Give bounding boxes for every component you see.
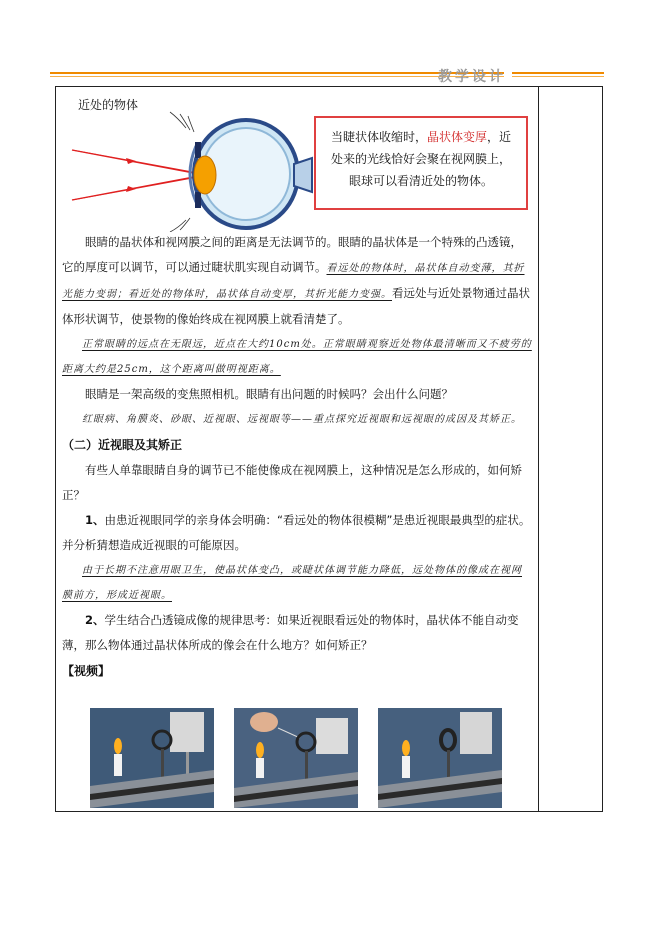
lens <box>194 156 216 194</box>
video-still-3 <box>378 708 502 808</box>
lesson-content <box>62 230 532 684</box>
diagram-title: 近处的物体 <box>78 98 139 112</box>
header-rule-right <box>512 66 604 86</box>
callout-highlight: 晶状体变厚 <box>426 130 487 144</box>
video-still-2 <box>234 708 358 808</box>
paragraph-camera: 眼睛是一架高级的变焦照相机。眼睛有出问题的时候吗？会出什么问题？ <box>85 387 453 401</box>
eye-diagram <box>66 108 316 232</box>
header-rule <box>50 66 504 80</box>
handwritten-note-2: 正常眼睛的远点在无限远，近点在大约10cm处。正常眼睛观察近处物体最清晰而又不疲劳的距离大约是25cm，这个距离叫做明视距离。 <box>62 339 532 375</box>
diagram-callout: 当睫状体收缩时，晶状体变厚，近处来的光线恰好会聚在视网膜上，眼球可以看清近处的物体。 <box>314 116 528 210</box>
header-title: 教学设计 <box>438 69 506 85</box>
video-still-1 <box>90 708 214 808</box>
optic-nerve <box>294 158 312 192</box>
handwritten-note-4: 由于长期不注意用眼卫生，使晶状体变凸，或睫状体调节能力降低，远处物体的像成在视网膜前方，形成近视眼。 <box>62 565 522 601</box>
handwritten-note-1: 看远处的物体时，晶状体自动变薄，其折光能力变弱；看近处的物体时，晶状体自动变厚，其折光能力变强。 <box>62 263 525 300</box>
table-column-divider <box>538 86 539 812</box>
video-label: 【视频】 <box>62 664 111 678</box>
handwritten-note-3: 红眼病、角膜炎、砂眼、近视眼、远视眼等——重点探究近视眼和远视眼的成因及其矫正。 <box>82 414 522 425</box>
paragraph-step-2: 2、学生结合凸透镜成像的规律思考：如果近视眼看远处的物体时，晶状体不能自动变薄，那么物体通过晶状体所成的像会在什么地方？如何矫正？ <box>62 613 519 652</box>
paragraph-lens: 眼睛的晶状体和视网膜之间的距离是无法调节的。眼睛的晶状体是一个特殊的凸透镜，它的厚度可以调节，可以通过睫状肌实现自动调节。看远处的物体时，晶状体自动变薄，其折光能力变弱；看近处的物体时，晶状体自动变厚，其折光能力变强。看远处与近处景物通过晶状体形状调节，使景物的像始终成在视网膜上就看清楚了。 <box>62 235 530 326</box>
section-heading-myopia: （二）近视眼及其矫正 <box>62 438 183 452</box>
paragraph-question: 有些人单靠眼睛自身的调节已不能使像成在视网膜上，这种情况是怎么形成的，如何矫正？ <box>62 463 522 502</box>
paragraph-step-1: 1、由患近视眼同学的亲身体会明确：“看远处的物体很模糊”是患近视眼最典型的症状。并分析猜想造成近视眼的可能原因。 <box>62 513 531 552</box>
